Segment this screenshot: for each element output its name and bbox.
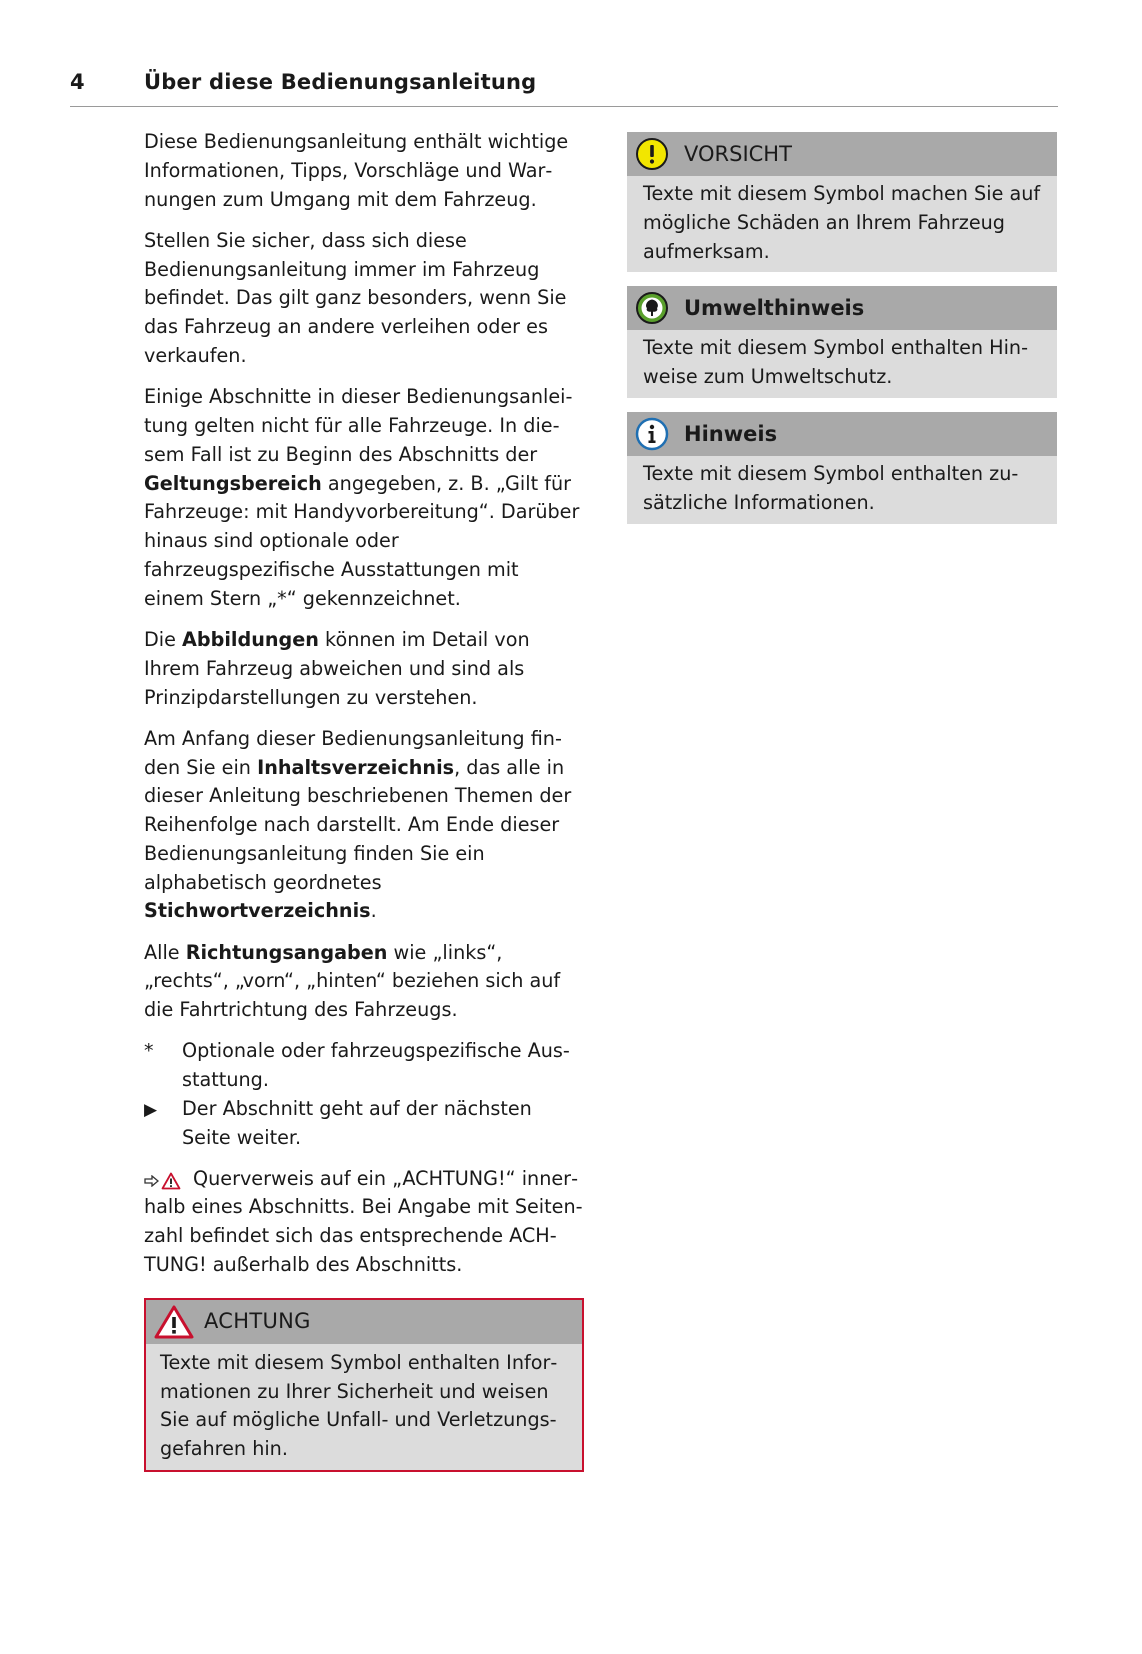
paragraph-indexes: Am Anfang dieser Bedienungsanleitung finden Sie ein Inhaltsverzeichnis, das alle in dieser Anleitung beschriebenen Themen der Reihenfolge nach darstellt. Am Ende dieser Bedienungsanleitung finden Sie ein alphabetisch geordnetes Stichwortverzeichnis. bbox=[144, 726, 572, 923]
paragraph-directions: Alle Richtungsangaben wie „links“, „rechts“, „vorn“, „hinten“ beziehen sich auf die Fahrtrichtung des Fahrzeugs. bbox=[144, 940, 561, 1022]
right-column bbox=[627, 132, 1057, 538]
paragraph-intro: Diese Bedienungsanleitung enthält wichtige Informationen, Tipps, Vorschläge und Warnungen zum Umgang mit dem Fahrzeug. bbox=[144, 130, 569, 211]
tree-circle-icon bbox=[635, 291, 669, 325]
asterisk-icon: * bbox=[144, 1040, 154, 1063]
page-header bbox=[70, 66, 1058, 107]
left-column bbox=[144, 128, 584, 1472]
info-title: Hinweis bbox=[684, 421, 778, 446]
page-number: 4 bbox=[70, 70, 85, 94]
legend-text: Optionale oder fahrzeugspezifische Ausstattung. bbox=[182, 1039, 570, 1092]
environment-title: Umwelthinweis bbox=[684, 296, 865, 321]
bold-term: Richtungsangaben bbox=[185, 940, 388, 964]
environment-box-header bbox=[627, 286, 1057, 330]
caution-box-header bbox=[627, 132, 1057, 176]
crossref-symbol bbox=[144, 1172, 181, 1190]
warning-title: ACHTUNG bbox=[204, 1309, 311, 1334]
warning-box bbox=[144, 1298, 584, 1472]
caution-body: Texte mit diesem Symbol machen Sie auf mögliche Schäden an Ihrem Fahrzeug aufmerksam. bbox=[643, 182, 1041, 263]
info-body: Texte mit diesem Symbol enthalten zusätzliche Informationen. bbox=[643, 461, 1019, 514]
warning-triangle-icon bbox=[161, 1172, 181, 1190]
caution-box bbox=[627, 132, 1057, 272]
bold-term: Geltungsbereich bbox=[144, 471, 322, 495]
caution-title: VORSICHT bbox=[684, 142, 792, 166]
info-circle-icon bbox=[635, 417, 669, 451]
symbol-legend bbox=[144, 1037, 584, 1152]
bold-term: Abbildungen bbox=[182, 627, 319, 651]
paragraph-validity: Einige Abschnitte in dieser Bedienungsanleitung gelten nicht für alle Fahrzeuge. In diesem Fall ist zu Beginn des Abschnitts der Geltungsbereich angegeben, z. B. „Gilt für Fahrzeuge: mit Handyvorbereitung“. Darüber hinaus sind optionale oder fahrzeugspezifische Ausstattungen mit einem Stern „*“ gekennzeichnet. bbox=[144, 385, 580, 610]
legend-item bbox=[144, 1095, 584, 1153]
paragraph-illustrations: Die Abbildungen können im Detail von Ihrem Fahrzeug abweichen und sind als Prinzipdarstellungen zu verstehen. bbox=[144, 627, 530, 709]
info-box bbox=[627, 412, 1057, 524]
legend-item bbox=[144, 1037, 584, 1095]
arrow-right-icon bbox=[144, 1175, 159, 1187]
warning-box-header bbox=[146, 1300, 582, 1344]
info-box-header bbox=[627, 412, 1057, 456]
warning-triangle-icon bbox=[154, 1305, 194, 1339]
section-title: Über diese Bedienungsanleitung bbox=[144, 70, 537, 94]
environment-body: Texte mit diesem Symbol enthalten Hinweise zum Umweltschutz. bbox=[643, 336, 1029, 389]
warning-body: Texte mit diesem Symbol enthalten Informationen zu Ihrer Sicherheit und weisen Sie auf mögliche Unfall- und Verletzungsgefahren hin. bbox=[160, 1350, 558, 1461]
bold-term: Stichwortverzeichnis bbox=[144, 899, 371, 923]
paragraph-keep-in-vehicle: Stellen Sie sicher, dass sich diese Bedienungsanleitung immer im Fahrzeug befindet. Das gilt ganz besonders, wenn Sie das Fahrzeug an andere verleihen oder es verkaufen. bbox=[144, 228, 567, 367]
crossref-paragraph: Querverweis auf ein „ACHTUNG!“ innerhalb eines Abschnitts. Bei Angabe mit Seitenzahl befindet sich das entsprechende ACHTUNG! außerhalb des Abschnitts. bbox=[144, 1166, 583, 1277]
bold-term: Inhaltsverzeichnis bbox=[257, 755, 455, 779]
triangle-right-icon: ▶ bbox=[144, 1100, 158, 1121]
legend-text: Der Abschnitt geht auf der nächsten Seite weiter. bbox=[182, 1097, 532, 1149]
exclamation-circle-icon bbox=[635, 137, 669, 171]
environment-box bbox=[627, 286, 1057, 398]
